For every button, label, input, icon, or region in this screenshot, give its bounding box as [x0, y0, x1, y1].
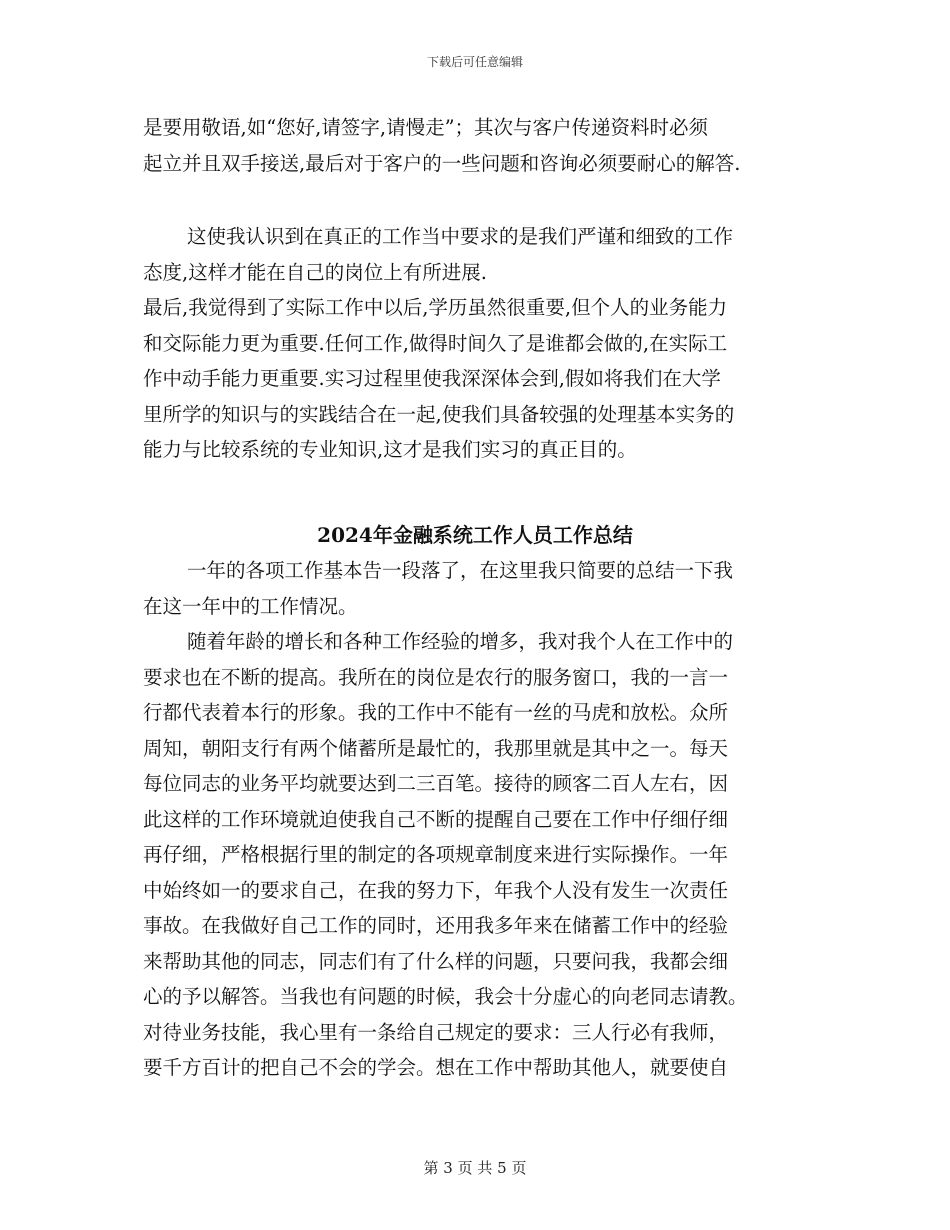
text-line: 中始终如一的要求自己，在我的努力下，年我个人没有发生一次责任	[143, 878, 729, 902]
text-line: 再仔细，严格根据行里的制定的各项规章制度来进行实际操作。一年	[143, 843, 729, 866]
text-line: 是要用敬语,如“您好,请签字,请慢走”；其次与客户传递资料时必须	[143, 116, 709, 139]
text-line: 态度,这样才能在自己的岗位上有所进展.	[143, 260, 487, 284]
text-line: 一年的各项工作基本告一段落了，在这里我只简要的总结一下我	[187, 559, 734, 582]
text-line: 这使我认识到在真正的工作当中要求的是我们严谨和细致的工作	[187, 225, 734, 248]
paragraph-summary	[143, 553, 808, 1086]
text-line: 事故。在我做好自己工作的同时，还用我多年来在储蓄工作中的经验	[143, 914, 729, 937]
text-line: 此这样的工作环境就迫使我自己不断的提醒自己要在工作中仔细仔细	[143, 807, 729, 831]
text-line: 能力与比较系统的专业知识,这才是我们实习的真正目的。	[143, 438, 637, 461]
page-number: 第 3 页 共 5 页	[423, 1159, 527, 1177]
text-line: 作中动手能力更重要.实习过程里使我深深体会到,假如将我们在大学	[143, 367, 721, 390]
text-line: 每位同志的业务平均就要达到二三百笔。接待的顾客二百人左右，因	[143, 772, 729, 795]
text-line: 行都代表着本行的形象。我的工作中不能有一丝的马虎和放松。众所	[143, 701, 729, 724]
paragraph-etiquette	[143, 110, 808, 181]
text-line: 要千方百计的把自己不会的学会。想在工作中帮助其他人，就要使自	[143, 1056, 729, 1079]
page-header: 下载后可任意编辑	[426, 55, 523, 69]
text-line: 心的予以解答。当我也有问题的时候，我会十分虚心的向老同志请教。	[143, 985, 748, 1008]
text-line: 最后,我觉得到了实际工作中以后,学历虽然很重要,但个人的业务能力	[143, 296, 728, 319]
text-line: 起立并且双手接送,最后对于客户的一些问题和咨询必须要耐心的解答.	[143, 151, 741, 175]
text-line: 周知，朝阳支行有两个储蓄所是最忙的，我那里就是其中之一。每天	[143, 736, 729, 760]
text-line: 和交际能力更为重要.任何工作,做得时间久了是谁都会做的,在实际工	[143, 331, 728, 355]
text-line: 来帮助其他的同志，同志们有了什么样的问题，只要问我，我都会细	[143, 949, 729, 973]
paragraph-reflection	[143, 219, 808, 468]
section-title: 2024年金融系统工作人员工作总结	[317, 523, 633, 547]
text-line: 在这一年中的工作情况。	[143, 594, 358, 618]
text-line: 里所学的知识与的实践结合在一起,使我们具备较强的处理基本实务的	[143, 402, 735, 426]
text-line: 随着年龄的增长和各种工作经验的增多，我对我个人在工作中的	[187, 630, 734, 653]
text-line: 要求也在不断的提高。我所在的岗位是农行的服务窗口，我的一言一	[143, 665, 729, 689]
text-line: 对待业务技能，我心里有一条给自己规定的要求：三人行必有我师，	[143, 1020, 729, 1044]
